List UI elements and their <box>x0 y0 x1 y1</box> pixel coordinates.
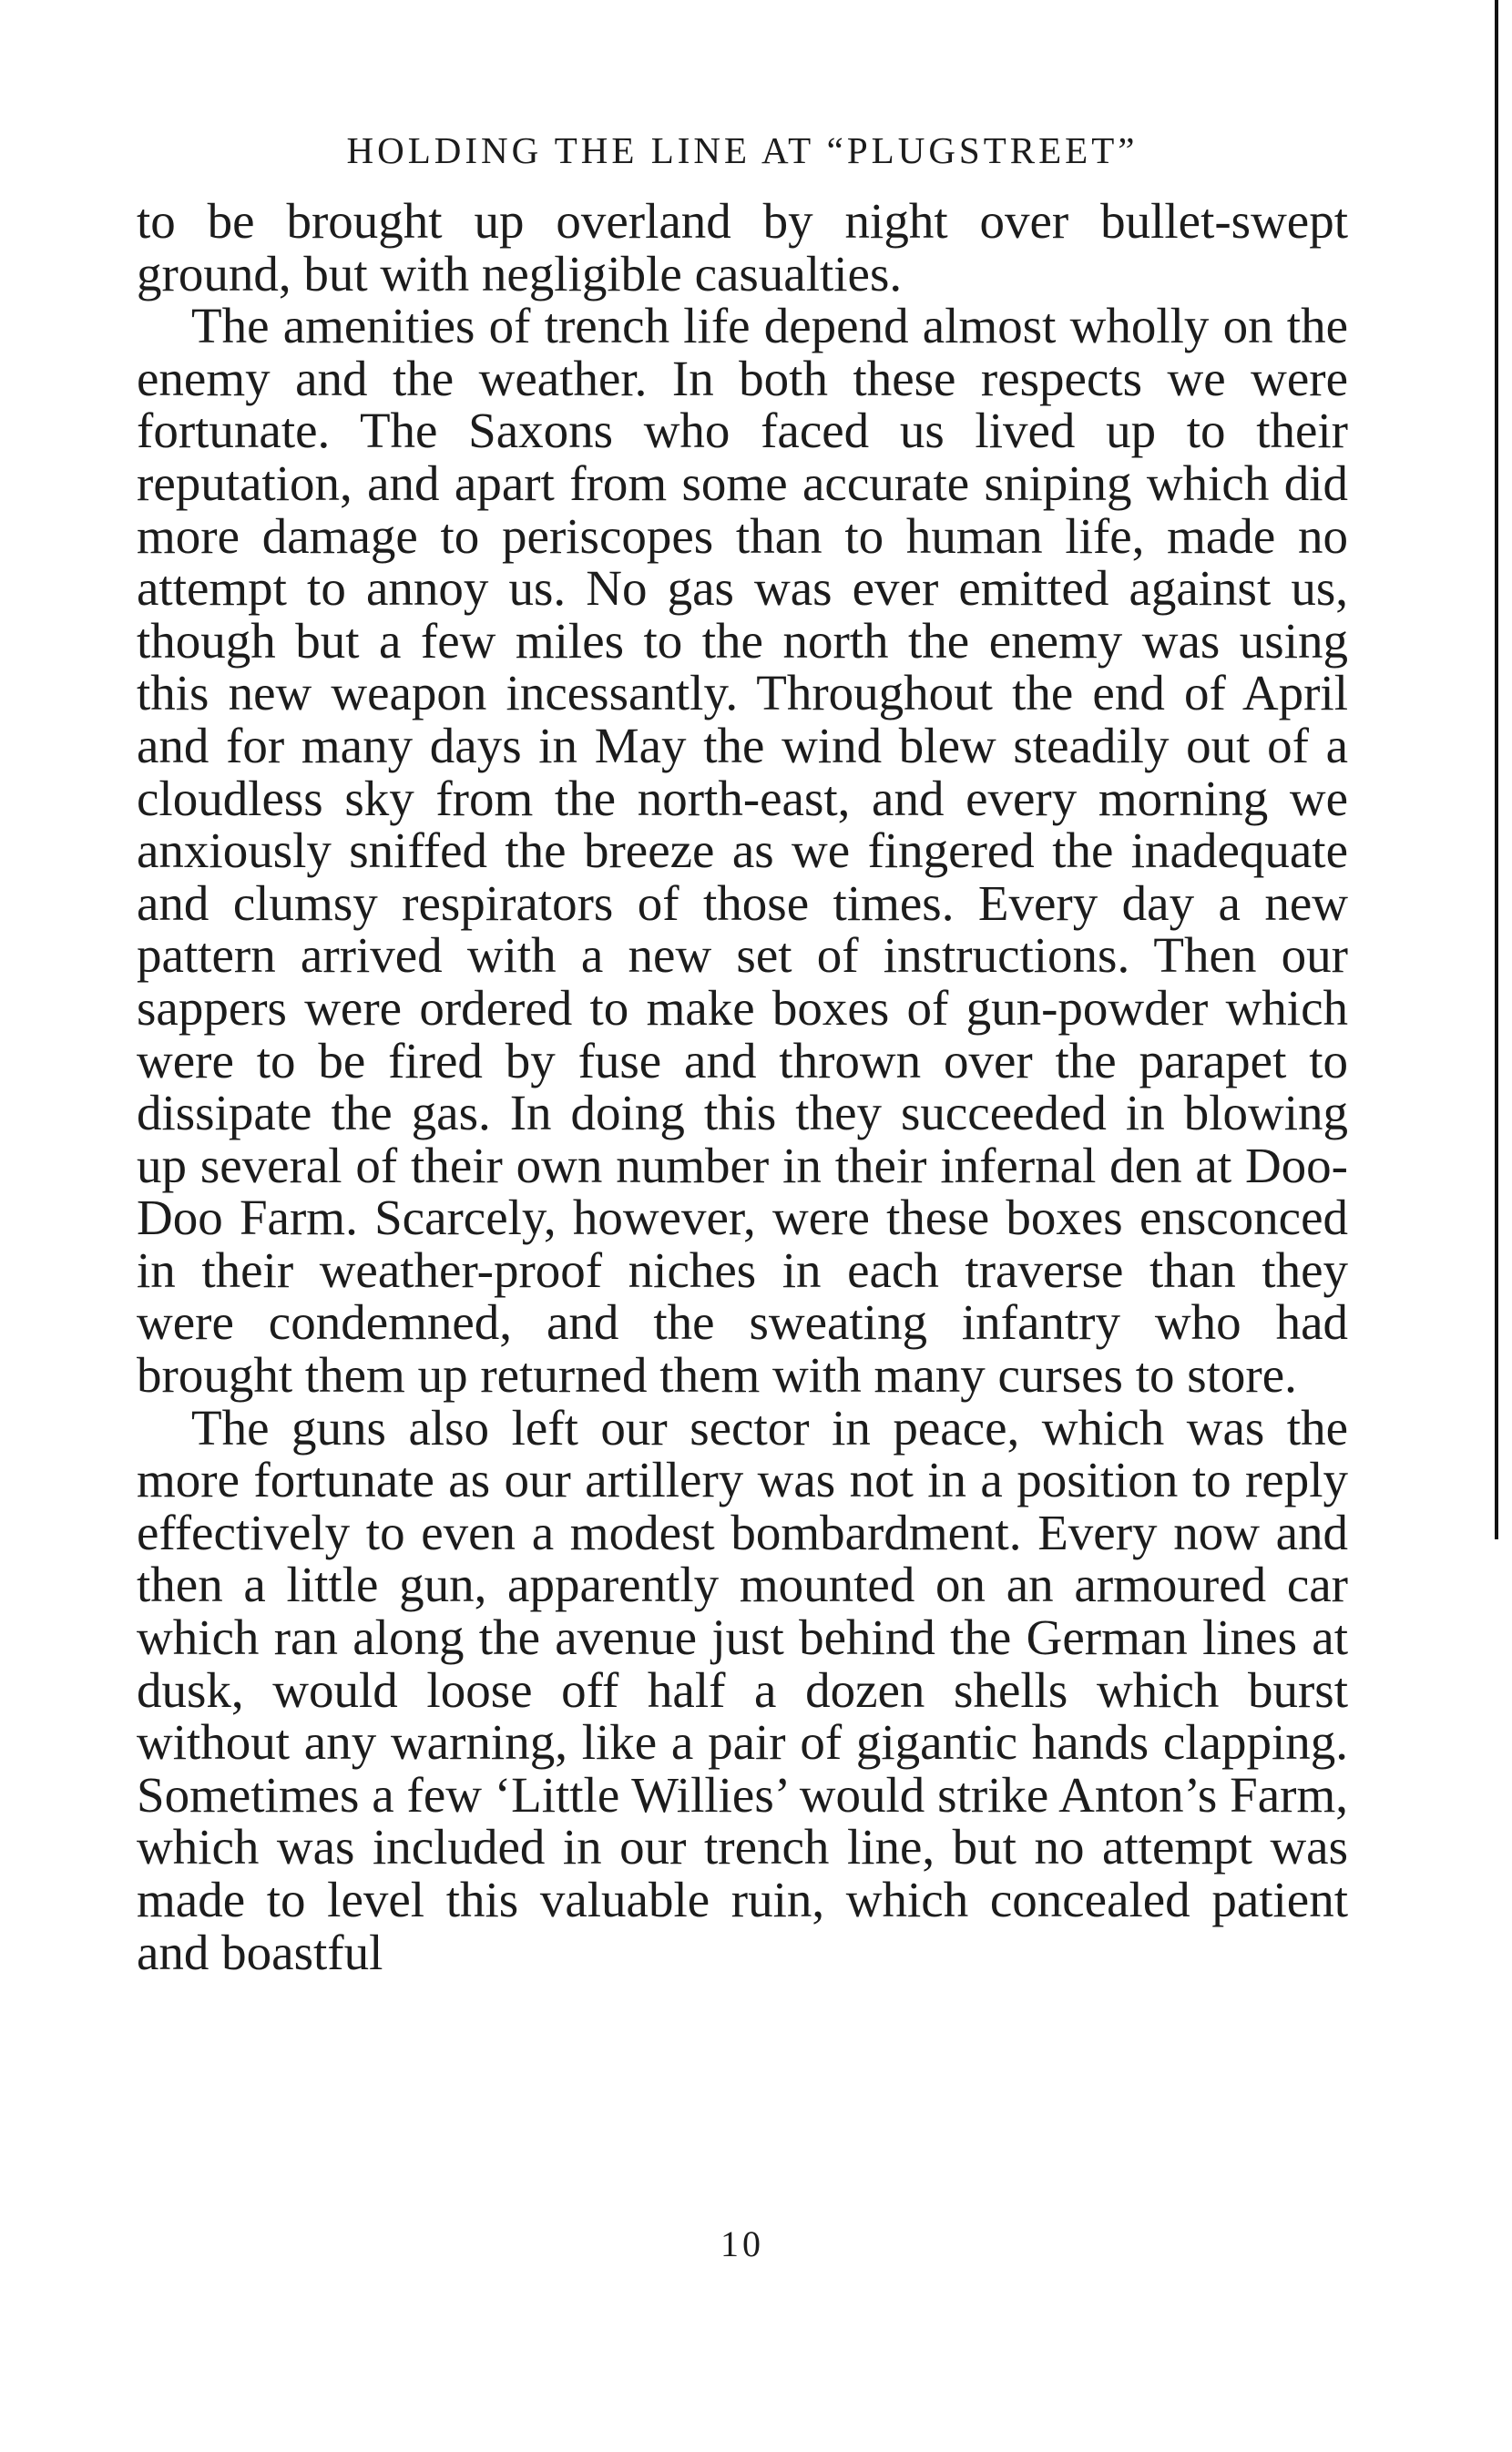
paragraph-continuation: to be brought up overland by night over bullet-swept ground, but with negligible casualties. <box>137 193 1348 301</box>
paragraph-guns: The guns also left our sector in peace, which was the more fortunate as our artillery was not in a position to reply effectively to even a modest bombardment. Every now and then a little gun, apparently mounted on an armoured car which ran along the avenue just behind the German lines at dusk, would loose off half a dozen shells which burst without any warning, like a pair of gigantic hands clapping. Sometimes a few ‘Little Willies’ would strike Anton’s Farm, which was included in our trench line, but no attempt was made to level this valuable ruin, which concealed patient and boastful <box>137 1399 1348 1980</box>
paragraph-trench-life: The amenities of trench life depend almost wholly on the enemy and the weather. In both these respects we were fortunate. The Saxons who faced us lived up to their reputation, and apart from some accurate sniping which did more damage to periscopes than to human life, made no attempt to annoy us. No gas was ever emitted against us, though but a few miles to the north the enemy was using this new weapon incessantly. Throughout the end of April and for many days in May the wind blew steadily out of a cloudless sky from the north-east, and every morning we anxiously sniffed the breeze as we fingered the inadequate and clumsy respirators of those times. Every day a new pattern arrived with a new set of instructions. Then our sappers were ordered to make boxes of gun-powder which were to be fired by fuse and thrown over the parapet to dissipate the gas. In doing this they succeeded in blowing up several of their own number in their infernal den at Doo-Doo Farm. Scarcely, however, were these boxes ensconced in their weather-proof niches in each traverse than they were condemned, and the sweating infantry who had brought them up returned them with many curses to store. <box>137 298 1348 1404</box>
page-number: 10 <box>720 2223 764 2264</box>
running-header: HOLDING THE LINE AT “PLUGSTREET” <box>346 129 1139 171</box>
body-text <box>137 195 1348 1978</box>
page-edge-line <box>1495 0 1498 1539</box>
